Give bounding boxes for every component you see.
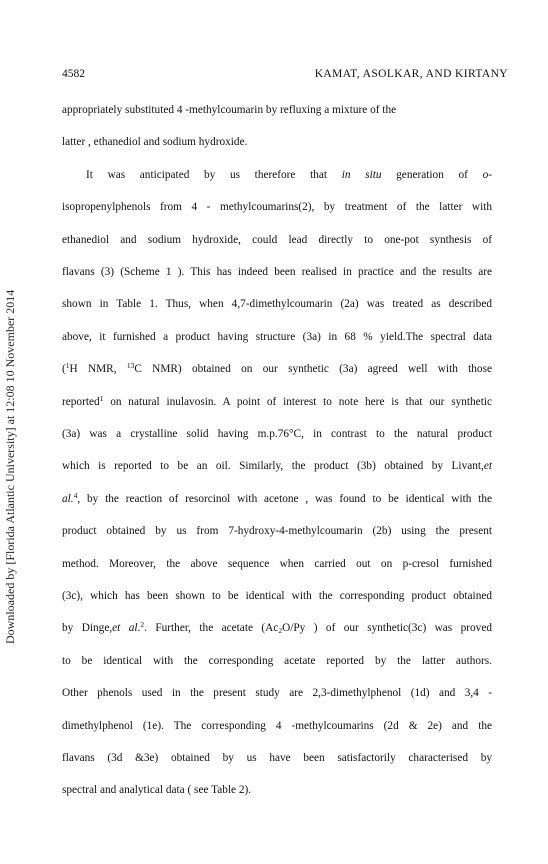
- running-header: KAMAT, ASOLKAR, AND KIRTANY: [314, 68, 508, 80]
- body-line-6: flavans (3) (Scheme 1 ). This has indeed been realised in practice and the results are: [62, 266, 492, 278]
- italic-run: et: [483, 460, 492, 472]
- body-line-11: (3a) was a crystalline solid having m.p.76°C, in contrast to the natural product: [62, 428, 492, 440]
- superscript: 2: [140, 620, 145, 629]
- body-line-2: latter , ethanediol and sodium hydroxide.: [62, 136, 248, 148]
- superscript: 4: [73, 491, 78, 500]
- italic-run: al.: [62, 493, 74, 505]
- body-line-12: [62, 459, 492, 473]
- text-run: by Dinge,: [62, 622, 113, 634]
- text-run: , by the reaction of resorcinol with acetone , was found to be identical with the: [77, 493, 492, 505]
- text-run: which is reported to be an oil. Similarly, the product (3b) obtained by Livant,: [62, 460, 484, 472]
- subscript: 2: [278, 626, 283, 635]
- body-line-21: flavans (3d &3e) obtained by us have been satisfactorily characterised by: [62, 752, 492, 764]
- text-run: reported: [62, 396, 100, 408]
- text-run: . Further, the acetate (Ac: [144, 622, 279, 634]
- italic-run: in situ: [341, 169, 382, 181]
- body-line-7: shown in Table 1. Thus, when 4,7-dimethylcoumarin (2a) was treated as described: [62, 298, 492, 310]
- body-line-19: Other phenols used in the present study are 2,3-dimethylphenol (1d) and 3,4 -: [62, 687, 492, 699]
- body-line-9: [62, 362, 492, 376]
- body-line-15: method. Moreover, the above sequence when carried out on p-cresol furnished: [62, 558, 492, 570]
- body-line-17: [62, 621, 492, 635]
- body-line-18: to be identical with the corresponding acetate reported by the latter authors.: [62, 655, 492, 667]
- body-line-5: ethanediol and sodium hydroxide, could lead directly to one-pot synthesis of: [62, 234, 492, 246]
- body-line-3: [86, 168, 492, 182]
- text-run: on natural inulavosin. A point of interest to note here is that our synthetic: [103, 396, 492, 408]
- superscript: 13: [126, 361, 135, 370]
- body-line-20: dimethylphenol (1e). The corresponding 4 -methylcoumarins (2d & 2e) and the: [62, 720, 492, 732]
- body-line-14: product obtained by us from 7-hydroxy-4-methylcoumarin (2b) using the present: [62, 525, 492, 537]
- body-line-4: isopropenylphenols from 4 - methylcoumarins(2), by treatment of the latter with: [62, 201, 492, 213]
- body-line-10: [62, 395, 492, 409]
- text-run: O/Py ) of our synthetic(3c) was proved: [282, 622, 492, 634]
- download-watermark: Downloaded by [Florida Atlantic University] at 12:08 10 November 2014: [3, 289, 17, 644]
- page-number: 4582: [62, 68, 85, 80]
- body-line-16: (3c), which has been shown to be identical with the corresponding product obtained: [62, 590, 492, 602]
- text-run: H NMR,: [69, 363, 127, 375]
- italic-run: et al: [112, 622, 138, 634]
- body-line-1: appropriately substituted 4 -methylcoumarin by refluxing a mixture of the: [62, 104, 397, 116]
- text-run: .: [137, 622, 141, 634]
- text-run: C NMR) obtained on our synthetic (3a) agreed well with those: [134, 363, 492, 375]
- italic-run: o-: [482, 169, 492, 181]
- body-line-8: above, it furnished a product having structure (3a) in 68 % yield.The spectral data: [62, 331, 492, 343]
- text-run: It was anticipated by us therefore that: [86, 169, 342, 181]
- text-run: generation of: [381, 169, 483, 181]
- text-run: (: [62, 363, 66, 375]
- superscript: 1: [65, 361, 70, 370]
- body-line-22: spectral and analytical data ( see Table 2).: [62, 784, 252, 796]
- body-line-13: [62, 492, 492, 506]
- superscript: 1: [99, 394, 104, 403]
